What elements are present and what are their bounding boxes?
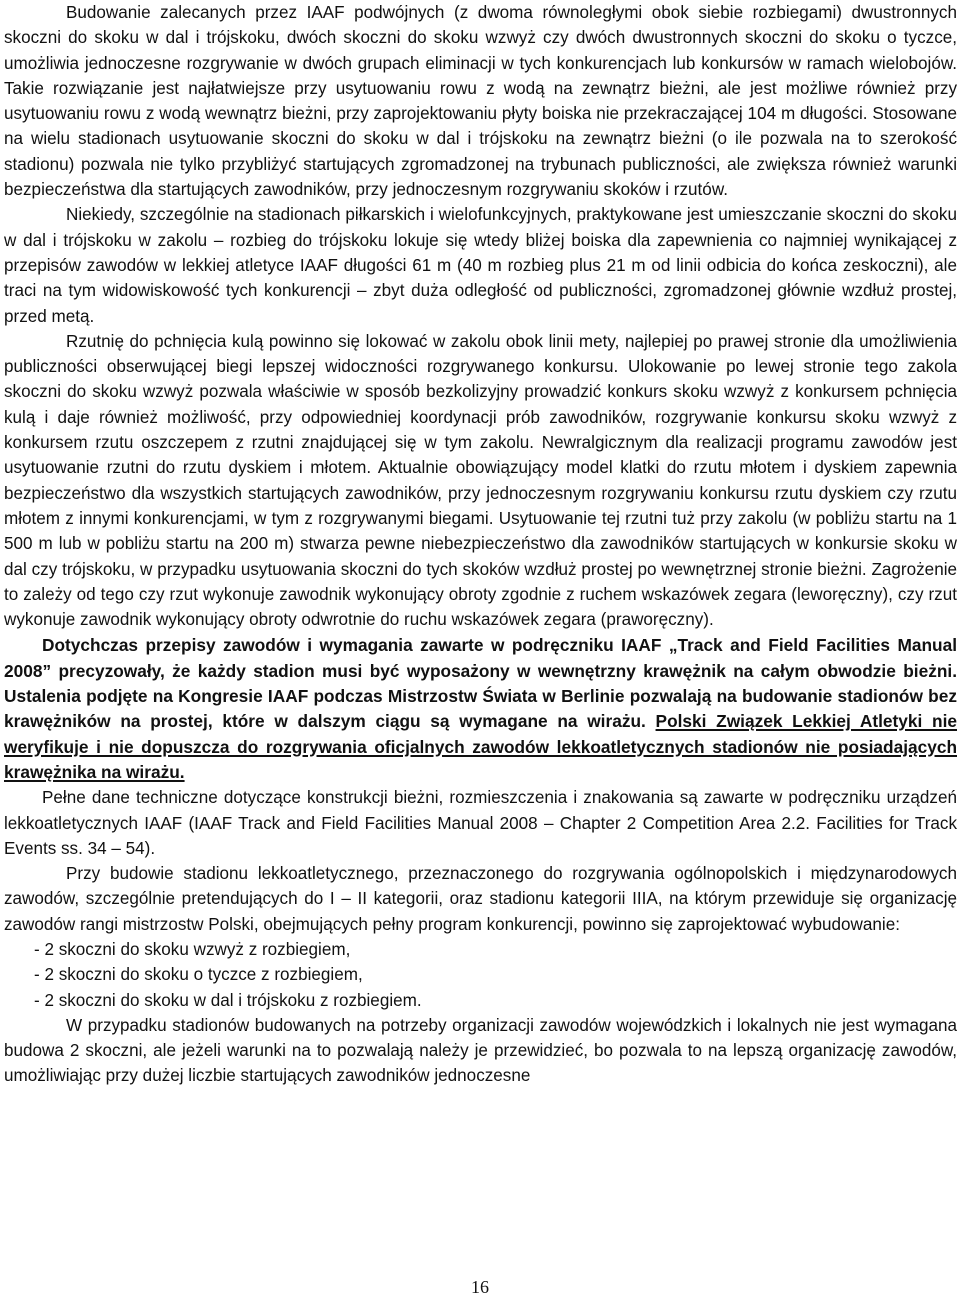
list-item: - 2 skoczni do skoku wzwyż z rozbiegiem, <box>34 939 351 959</box>
paragraph-double-jump-facilities: Budowanie zalecanych przez IAAF podwójnych (z dwoma równoległymi obok siebie rozbiegami) dwustronnych skoczni do skoku w dal i trójskoku, dwóch skoczni do skoku wzwyż czy dwóch dwustronnych skoczni do skoku o tyczce, umożliwia jednoczesne rozgrywanie w dwóch grupach eliminacji w tych konkurencjach lub konkursów w ramach wielobojów. Takie rozwiązanie jest najłatwiejsze przy usytuowaniu rowu z wodą na zewnątrz bieżni, ale jest możliwe również przy usytuowaniu rowu z wodą wewnątrz bieżni, przy zaprojektowaniu płyty boiska nie przekraczającej 104 m długości. Stosowane na wielu stadionach usytuowanie skoczni do skoku w dal i trójskoku na zewnątrz bieżni (o ile pozwala na to szerokość stadionu) pozwala nie tylko przybliżyć startujących zgromadzonej na trybunach publiczności, ale zwiększa również warunki bezpieczeństwa dla startujących zawodników, przy jednoczesnym rozgrywaniu skoków i rzutów. <box>4 3 957 200</box>
paragraph-regional-stadiums: W przypadku stadionów budowanych na potrzeby organizacji zawodów wojewódzkich i lokalnych nie jest wymagana budowa 2 skoczni, ale jeżeli warunki na to pozwalają należy je przewidzieć, bo pozwala to na lepszą organizację zawodów, umożliwiając przy dużej liczbie startujących zawodników jednoczesne <box>4 1015 957 1086</box>
paragraph-stadium-requirements: Przy budowie stadionu lekkoatletycznego, przeznaczonego do rozgrywania ogólnopolskich i międzynarodowych zawodów, szczególnie pretendujących do I – II kategorii, oraz stadionu kategorii IIIA, na którym przewiduje się organizację zawodów rangi mistrzostw Polski, obejmujących pełny program konkurencji, powinno się zaprojektować wybudowanie: <box>4 864 957 934</box>
document-page <box>4 0 957 1089</box>
page-number: 16 <box>471 1277 489 1297</box>
paragraph-technical-data: Pełne dane techniczne dotyczące konstrukcji bieżni, rozmieszczenia i znakowania są zawarte w podręczniku urządzeń lekkoatletycznych IAAF (IAAF Track and Field Facilities Manual 2008 – Chapter 2 Competition Area 2.2. Facilities for Track Events ss. 34 – 54). <box>4 788 957 858</box>
list-item: - 2 skoczni do skoku o tyczce z rozbiegiem, <box>34 965 363 985</box>
jump-facilities-list <box>4 937 957 1013</box>
pzla-requirement-text: Polski Związek Lekkiej Atletyki nie weryfikuje i nie dopuszcza do rozgrywania oficjalnych zawodów lekkoatletycznych stadionów nie posiadających krawężnika na wirażu. <box>4 711 957 782</box>
list-item: - 2 skoczni do skoku w dal i trójskoku z rozbiegiem. <box>34 990 422 1010</box>
paragraph-throwing-circles: Rzutnię do pchnięcia kulą powinno się lokować w zakolu obok linii mety, najlepiej po prawej stronie dla umożliwienia publiczności obserwującej biegi lepszej widoczności rozgrywanego konkursu. Ulokowanie po lewej stronie tego zakola skoczni do skoku wzwyż pozwala właściwie w sposób bezkolizyjny prowadzić konkurs skoku wzwyż z konkursem pchnięcia kulą i daje również możliwość, przy odpowiedniej koordynacji prób zawodników, rozgrywanie konkursu skoku wzwyż z konkursem rzutu oszczepem z rzutni znajdującej się w tym zakolu. Newralgicznym dla realizacji programu zawodów jest usytuowanie rzutni do rzutu dyskiem i młotem. Aktualnie obowiązujący model klatki do rzutu młotem i dyskiem zapewnia bezpieczeństwo dla wszystkich startujących zawodników, przy jednoczesnym rozgrywaniu konkursu rzutu dyskiem czy rzutu młotem z innymi konkurencjami, w tym z rozgrywanymi biegami. Usytuowanie tej rzutni tuż przy zakolu (w pobliżu startu na 1 500 m lub w pobliżu startu na 200 m) stwarza pewne niebezpieczeństwo dla zawodników startujących w konkursie skoku w dal czy trójskoku, w przypadku usytuowania skoczni do tych skoków wzdłuż prostej po wewnętrznej stronie bieżni. Zagrożenie to zależy od tego czy rzut wykonuje zawodnik wykonujący obroty zgodnie z ruchem wskazówek zegara (leworęczny), czy rzut wykonuje zawodnik wykonujący obroty odwrotnie do ruchu wskazówek zegara (praworęczny). <box>4 331 957 630</box>
kerb-regulations-text: Dotychczas przepisy zawodów i wymagania zawarte w podręczniku IAAF „Track and Field Facilities Manual 2008” precyzowały, że każdy stadion musi być wyposażony w wewnętrzny krawężnik na całym obwodzie bieżni. Ustalenia podjęte na Kongresie IAAF podczas Mistrzostw Świata w Berlinie pozwalają na budowanie stadionów bez krawężników na prostej, które w dalszym ciągu są wymagane na wirażu. <box>4 635 957 732</box>
paragraph-kerb-regulations <box>4 633 957 785</box>
paragraph-bend-placement: Niekiedy, szczególnie na stadionach piłkarskich i wielofunkcyjnych, praktykowane jest umieszczanie skoczni do skoku w dal i trójskoku w zakolu – rozbieg do trójskoku lokuje się wtedy bliżej boiska dla zapewnienia co najmniej wynikającej z przepisów zawodów w lekkiej atletyce IAAF długości 61 m (40 m rozbieg plus 21 m od linii odbicia do końca zeskoczni), ale traci na tym widowiskowość tych konkurencji – zbyt duża odległość od publiczności, zgromadzonej głównie wzdłuż prostej, przed metą. <box>4 205 957 326</box>
